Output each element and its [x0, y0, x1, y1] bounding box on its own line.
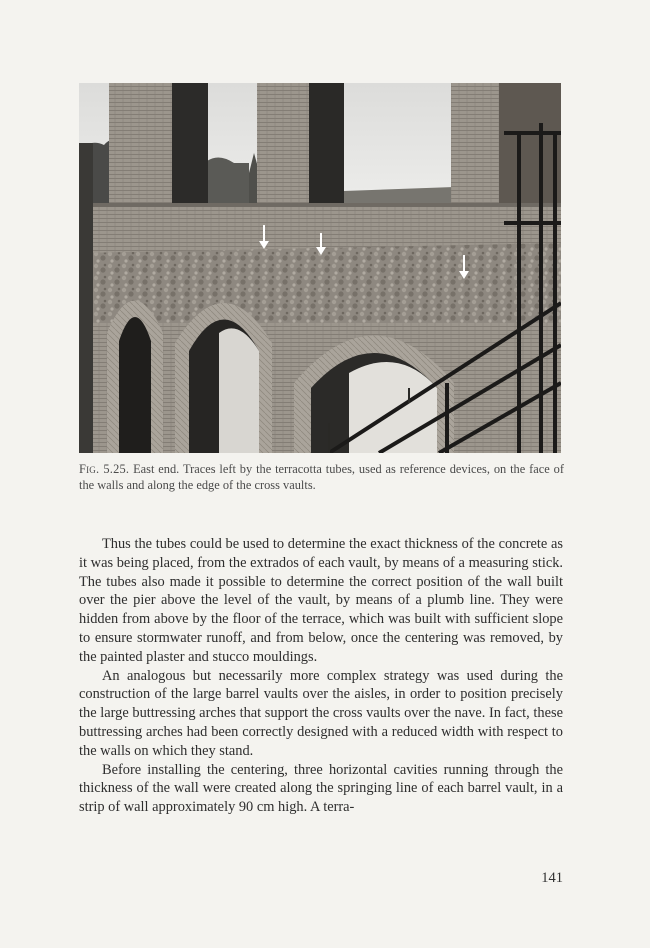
figure-photo	[79, 83, 561, 453]
figure-caption-text: East end. Traces left by the terracotta tubes, used as reference devices, on the face of the walls and along the edge of the cross vaults.	[79, 462, 564, 492]
page-number: 141	[541, 870, 563, 886]
paragraph: An analogous but necessarily more complex strategy was used during the construction of the large barrel vaults over the aisles, in order to position precisely the large buttressing arches that support the cross vaults over the nave. In fact, these buttressing arches had been correctly designed with a reduced width with respect to the walls on which they stand.	[79, 667, 563, 759]
paragraph: Before installing the centering, three horizontal cavities running through the thickness of the wall were created along the springing line of each barrel vault, in a strip of wall approximately 90 cm high. A terra-	[79, 761, 563, 816]
figure-label: Fig. 5.25.	[79, 462, 130, 476]
ruined-wall-photo	[79, 83, 561, 453]
figure-caption	[79, 461, 564, 493]
body-text	[79, 535, 563, 817]
paragraph: Thus the tubes could be used to determine the exact thickness of the concrete as it was being placed, from the extrados of each vault, by means of a measuring stick. The tubes also made it possible to determine the correct position of the wall built over the pier above the level of the vault, by means of a plumb line. They were hidden from above by the floor of the terrace, which was built with sufficient slope to ensure stormwater runoff, and from below, once the centering was removed, by the painted plaster and stucco mouldings.	[79, 536, 563, 665]
